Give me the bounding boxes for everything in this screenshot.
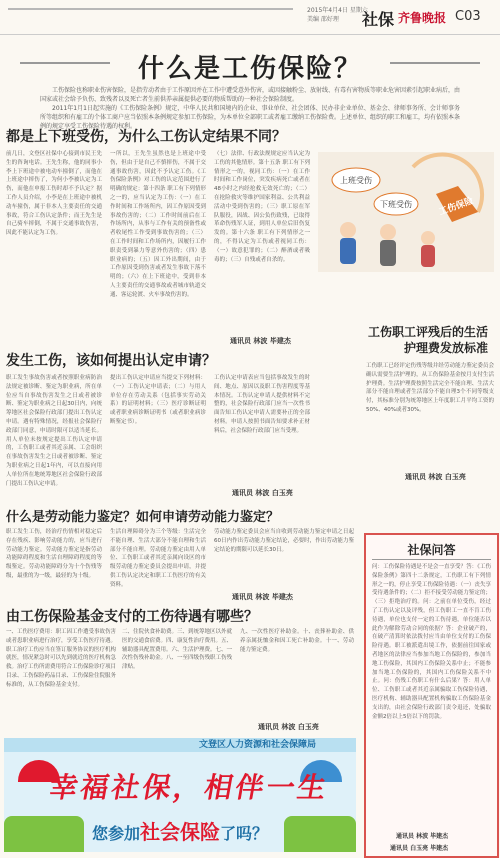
banner-sub-post: 了吗？ bbox=[220, 824, 269, 843]
banner-sub-mid: 社会保险 bbox=[140, 820, 221, 844]
section-heading-nursing-fee: 工伤职工评残后的生活护理费发放标准 bbox=[368, 325, 489, 355]
section-heading-commute-injury: 都是上下班受伤，为什么工伤认定结果不同？ bbox=[6, 129, 286, 145]
article-column: 二、住院伙食补助费。三、到统筹地区以外就医的交通食宿费。四、康复性治疗费用。五、辅助器具配置费用。六、生活护理费。七、一次性伤残补助金。八、一至四级伤残职工伤残津贴。 bbox=[122, 629, 232, 671]
page-number: C03 bbox=[455, 9, 481, 24]
section-heading-apply-recognition: 发生工伤，该如何提出认定申请？ bbox=[6, 353, 216, 369]
banner-sub-pre: 您参加 bbox=[92, 824, 141, 843]
promo-banner bbox=[4, 738, 356, 852]
banner-org: 文登区人力资源和社会保障局 bbox=[4, 738, 356, 752]
byline: 通讯员 林波 白玉亮 bbox=[258, 723, 319, 731]
person-head bbox=[380, 224, 396, 240]
section-heading-fund-benefits: 由工伤保险基金支付的工伤待遇有哪些？ bbox=[6, 609, 258, 625]
byline: 通讯员 林波 白玉亮 bbox=[232, 489, 293, 497]
newspaper-logo: 齐鲁晚报 bbox=[398, 11, 447, 25]
article-column: 提出工伤认定申请应当提交下列材料：（一）工伤认定申请表；（二）与用人单位存在劳动关系（包括事实劳动关系）的证明材料；（三）医疗诊断证明或者职业病诊断证明书（或者职业病诊断鉴定书）。 bbox=[110, 375, 206, 425]
person-body bbox=[421, 245, 435, 267]
bubble-text: 上班受伤 bbox=[340, 176, 372, 185]
page-header bbox=[0, 0, 500, 35]
person-head bbox=[340, 222, 356, 238]
section-name: 社保 bbox=[362, 10, 395, 29]
intro-paragraph: 2011年1月1日起实施的《工伤保险条例》规定，中华人民共和国境内的企业、事业单位、社会团体、民办非企业单位、基金会、律师事务所、会计师事务所等组织和有雇工的个体工商户应当依照本条例规定参加工伤保险，为本单位全部职工或者雇工缴纳工伤保险费。上述单位、组织的职工和雇工，均有依照本条例的规定享受工伤保险待遇的权利。 bbox=[40, 105, 461, 130]
qa-box bbox=[364, 533, 499, 858]
byline: 通讯员 林波 毕建杰 bbox=[230, 337, 291, 345]
qa-body: 问：工伤保险待遇是不是会一直享受？答：《工伤保险条例》第四十二条规定，工伤职工有下列情形之一的，停止享受工伤保险待遇：（一）丧失享受待遇条件的；（二）拒不接受劳动能力鉴定的；（三）拒绝治疗的。问：之前在单位受伤，经过了工伤认定以及评残，但工伤职工一直不肯工伤待遇，单位也支付一定的工伤待遇，单位能否以此作为解除劳动合同的依据？答：企业破产的，在破产清算时依法拨付应当由单位支付的工伤保险待遇。职工被派遣出境工作，依据前往国家或者地区的法律应当参加当地工伤保险的，参加当地工伤保险，其国内工伤保险关系中止；不能参加当地工伤保险的，其国内工伤保险关系不中止。问：伤残工伤职工有什么后果？答：用人单位、工伤职工或者其近亲属骗取工伤保险待遇，医疗机构、辅助器具配置机构骗取工伤保险基金支出的，由社会保险行政部门责令退还，处骗取金额2倍以上5倍以下的罚款。 bbox=[372, 564, 491, 720]
illustration-figure bbox=[318, 152, 494, 272]
qa-rule bbox=[372, 559, 491, 560]
intro-text bbox=[40, 86, 460, 131]
article-column: 一、工伤医疗费用：职工因工作遭受事故伤害或者患职业病进行治疗，享受工伤医疗待遇。职工治疗工伤应当在签订服务协议的医疗机构就医，情况紧急时可以先到就近的医疗机构急救。治疗工伤所需费用符合工伤保险诊疗项目目录、工伤保险药品目录、工伤保险住院服务标准的，从工伤保险基金支付。 bbox=[6, 629, 116, 688]
byline: 通讯员 林波 白玉亮 bbox=[405, 473, 466, 481]
header-rule bbox=[8, 8, 293, 10]
article-column: 生活自理障碍分为三个等级：生活完全不能自理、生活大部分不能自理和生活部分不能自理。劳动能力鉴定由用人单位、工伤职工或者其近亲属向设区的市级劳动能力鉴定委员会提出申请，并提供工伤认定决定和职工工伤医疗的有关资料。 bbox=[110, 529, 206, 588]
article-column: 一所以，王先生虽然也是上班途中受伤，但由于是自己不慎摔伤，不属于交通事故伤害，因此不予认定工伤。《工伤保险条例》对工伤的认定范围进行了明确的规定：第十四条 职工有下列情形之一的，应当认定为工伤：（一）在工作时间和工作场所内，因工作原因受到事故伤害的；（二）工作时间前后在工作场所内，从事与工作有关的预备性或者收尾性工作受到事故伤害的；（三）在工作时间和工作场所内，因履行工作职责受到暴力等意外伤害的；（四）患职业病的；（五）因工外出期间，由于工作原因受到伤害或者发生事故下落不明的；（六）在上下班途中，受到非本人主要责任的交通事故或者城市轨道交通、客运轮渡、火车事故伤害的。 bbox=[110, 151, 206, 298]
intro-paragraph: 工伤保险也称职业伤害保险，是指劳动者由于工作原因并在工作中遭受意外伤害，或因接触粉尘、放射线、有毒有害物质等职业危害因素引起职业病后，由国家或社会给予负伤、致残者以及死亡者生前供养亲属提供必要的物质帮助的一种社会保险制度。 bbox=[40, 87, 461, 103]
banner-subline bbox=[92, 816, 268, 845]
header-weekday: 星期六 bbox=[349, 7, 368, 14]
people-silhouette bbox=[284, 816, 356, 852]
article-column: 劳动能力鉴定委员会应当自收到劳动能力鉴定申请之日起60日内作出劳动能力鉴定结论，必要时，作出劳动能力鉴定结论的期限可以延长30日。 bbox=[214, 529, 354, 553]
byline: 通讯员 林波 毕建杰 bbox=[396, 833, 449, 840]
byline: 通讯员 白玉亮 毕建杰 bbox=[390, 845, 449, 852]
sign-text: 工伤保险 bbox=[437, 196, 475, 218]
person-body bbox=[340, 238, 356, 264]
qa-title: 社保问答 bbox=[407, 543, 456, 557]
article-column: 职工发生事故伤害或者按照职业病防治法规定被诊断、鉴定为职业病，所在单位应当自事故伤害发生之日或者被诊断、鉴定为职业病之日起30日内，向统筹地区社会保险行政部门提出工伤认定申请。遇有特殊情况，经报社会保险行政部门同意，申请时限可以适当延长。用人单位未按规定提出工伤认定申请的，工伤职工或者其近亲属、工会组织在事故伤害发生之日或者被诊断、鉴定为职业病之日起1年内，可以直接向用人单位所在地统筹地区社会保险行政部门提出工伤认定申请。 bbox=[6, 375, 102, 487]
header-date: 2015年4月4日 bbox=[307, 7, 348, 14]
header-editor: 美编 邵好理 bbox=[307, 16, 339, 23]
page-title: 什么是工伤保险？ bbox=[137, 54, 362, 84]
article-column: 前几日，文登区社保中心接到市民王先生的咨询电话。王先生称，他的同事小李上下班途中被电动车撞倒了，而他在上班途中摔伤了，为何小李被认定为工伤，而他在申报工伤时却不予认定？据工作人员介绍，小李是在上班途中被机动车撞伤，属于非本人主要责任的交通事故，符合工伤认定条件；而王先生是自己骑车摔倒，不属于交通事故伤害，因此不能认定为工伤。 bbox=[6, 151, 102, 237]
byline: 通讯员 林波 毕建杰 bbox=[232, 593, 293, 601]
commute-illustration bbox=[318, 152, 494, 272]
people-silhouette bbox=[4, 816, 84, 852]
article-column: 工伤职工已经评定伤残等级并经劳动能力鉴定委员会确认需要生活护理的，从工伤保险基金按月支付生活护理费。生活护理费按照生活完全不能自理、生活大部分不能自理或者生活部分不能自理3个不同等级支付，其标准分别为统筹地区上年度职工月平均工资的50%、40%或者30%。 bbox=[366, 363, 494, 413]
article-column: 九、一次性医疗补助金。十、丧葬补助金、供养亲属抚恤金和因工死亡补助金。十一、劳动能力鉴定费。 bbox=[240, 629, 354, 653]
person-body bbox=[380, 240, 396, 266]
article-column: 工伤认定申请表应当包括事故发生的时间、地点、原因以及职工伤害程度等基本情况。工伤认定申请人提供材料不完整的，社会保险行政部门应当一次性书面告知工伤认定申请人需要补正的全部材料。申请人按照书面告知要求补正材料后，社会保险行政部门应当受理。 bbox=[214, 375, 310, 434]
header-meta bbox=[307, 6, 368, 24]
banner-slogan: 幸福社保，相伴一生 bbox=[46, 771, 332, 804]
article-column: （七）法律、行政法规规定应当认定为工伤的其他情形。第十五条 职工有下列情形之一的，视同工伤：（一）在工作时间和工作岗位，突发疾病死亡或者在48小时之内经抢救无效死亡的；（二）在抢险救灾等维护国家利益、公共利益活动中受到伤害的；（三）职工原在军队服役，因战、因公负伤致残，已取得革命伤残军人证，到用人单位后旧伤复发的。第十六条 职工有下列情形之一的，不得认定为工伤或者视同工伤：（一）故意犯罪的；（二）醉酒或者吸毒的；（三）自残或者自杀的。 bbox=[214, 151, 310, 263]
person-head bbox=[421, 231, 435, 245]
article-column: 职工发生工伤，经治疗伤情相对稳定后存在残疾、影响劳动能力的，应当进行劳动能力鉴定。劳动能力鉴定是指劳动功能障碍程度和生活自理障碍程度的等级鉴定。劳动功能障碍分为十个伤残等级，最重的为一级，最轻的为十级。 bbox=[6, 529, 102, 579]
bubble-text: 下班受伤 bbox=[380, 200, 412, 209]
section-heading-ability-assessment: 什么是劳动能力鉴定？如何申请劳动能力鉴定？ bbox=[6, 510, 280, 525]
